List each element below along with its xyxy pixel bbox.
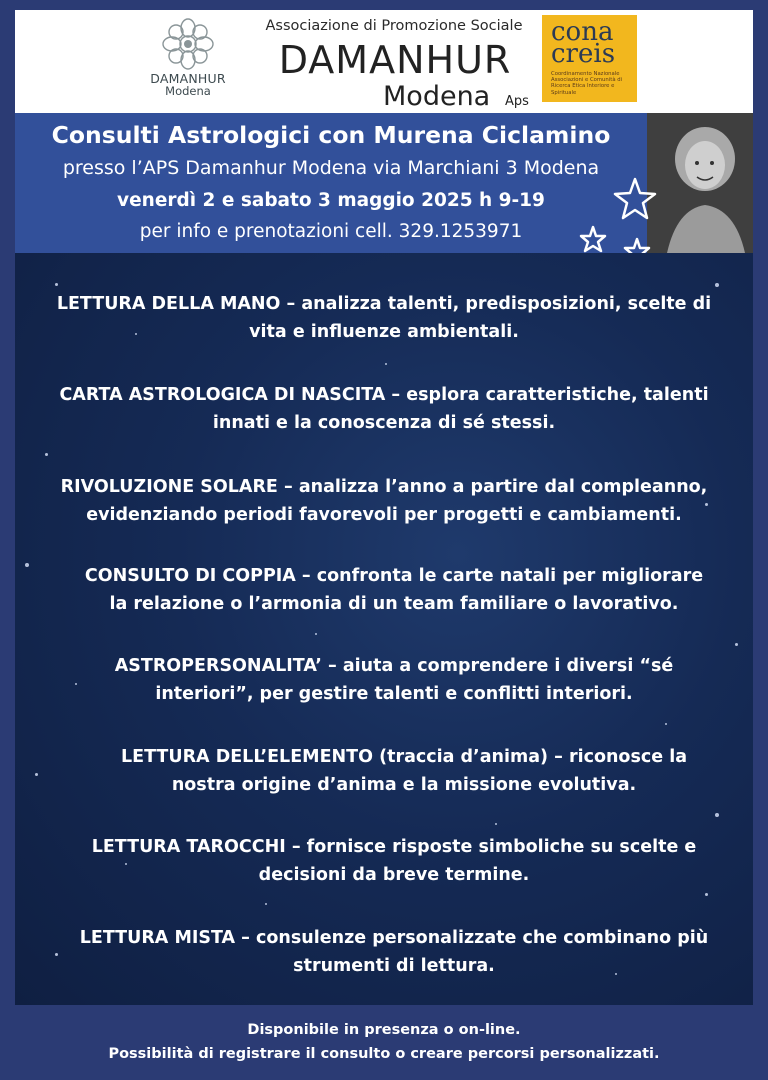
header-banner: [15, 10, 753, 113]
service-line: decisioni da breve termine.: [258, 865, 530, 885]
service-item: [35, 562, 753, 618]
service-line: la relazione o l’armonia di un team familiare o lavorativo.: [109, 594, 679, 614]
service-item: [15, 473, 753, 529]
service-line: CARTA ASTROLOGICA DI NASCITA – esplora caratteristiche, talenti: [59, 385, 709, 405]
logo-city: Modena: [165, 84, 211, 98]
service-item: [15, 381, 753, 437]
service-line: strumenti di lettura.: [293, 956, 495, 976]
service-item: [55, 743, 753, 799]
service-line: LETTURA TAROCCHI – fornisce risposte simboliche su scelte e: [91, 837, 697, 857]
event-contact: per info e prenotazioni cell. 329.1253971: [139, 221, 523, 242]
partner-subtitle: Coordinamento Nazionale Associazioni e Comunità di Ricerca Etica Interiore e Spirituale: [551, 71, 623, 96]
service-item: [35, 833, 753, 889]
service-line: LETTURA MISTA – consulenze personalizzate che combinano più: [79, 928, 709, 948]
service-item: [35, 652, 753, 708]
flower-logo-icon: [151, 18, 225, 70]
event-location: presso l’APS Damanhur Modena via Marchiani 3 Modena: [62, 157, 600, 179]
service-line: ASTROPERSONALITA’ – aiuta a comprendere i diversi “sé: [114, 656, 674, 676]
partner-line1: cona: [551, 17, 614, 47]
service-line: interiori”, per gestire talenti e conflitti interiori.: [155, 684, 633, 704]
footer: [0, 1018, 768, 1066]
footer-availability: Disponibile in presenza o on-line.: [247, 1022, 521, 1038]
service-line: LETTURA DELLA MANO – analizza talenti, predisposizioni, scelte di: [56, 294, 712, 314]
service-item: [35, 924, 753, 980]
association-label: Associazione di Promozione Sociale: [265, 18, 523, 34]
service-line: nostra origine d’anima e la missione evolutiva.: [171, 775, 637, 795]
service-line: vita e influenze ambientali.: [249, 322, 519, 342]
service-item: [15, 290, 753, 346]
service-line: LETTURA DELL’ELEMENTO (traccia d’anima) – riconosce la: [120, 747, 688, 767]
logo-name: DAMANHUR: [150, 71, 226, 86]
service-line: RIVOLUZIONE SOLARE – analizza l’anno a partire dal compleanno,: [60, 477, 708, 497]
service-line: CONSULTO DI COPPIA – confronta le carte natali per migliorare: [84, 566, 704, 586]
conacreis-logo: [542, 15, 637, 102]
partner-line2: creis: [551, 39, 616, 69]
service-line: innati e la conoscenza di sé stessi.: [212, 413, 556, 433]
services-section: [15, 253, 753, 1005]
event-title: Consulti Astrologici con Murena Ciclamino: [51, 121, 611, 149]
brand-title: DAMANHUR: [278, 38, 512, 82]
service-line: evidenziando periodi favorevoli per progetti e cambiamenti.: [86, 505, 682, 525]
brand-city: Modena: [383, 81, 491, 112]
event-info-box: [15, 113, 647, 253]
footer-recording-note: Possibilità di registrare il consulto o creare percorsi personalizzati.: [108, 1046, 660, 1062]
damanhur-logo: [133, 18, 243, 110]
aps-label: Aps: [505, 94, 529, 109]
event-dates: venerdì 2 e sabato 3 maggio 2025 h 9-19: [117, 190, 545, 211]
